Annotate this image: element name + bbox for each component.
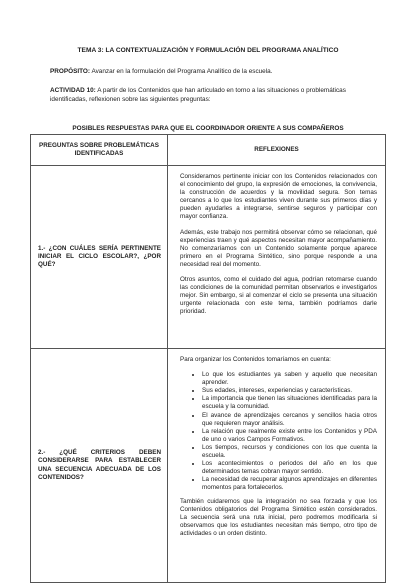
actividad-paragraph: [50, 87, 368, 104]
reflection-table: [30, 134, 386, 583]
reflection-2-intro: Para organizar los Contenidos tomaríamos en cuenta:: [180, 356, 331, 363]
question-2: 2.- ¿QUÉ CRITERIOS DEBEN CONSIDERARSE PARA ESTABLECER UNA SECUENCIA ADECUADA DE LOS CONTENIDOS?: [31, 349, 168, 583]
list-item: • La relación que realmente existe entre los Contenidos y PDA de uno o varios Campos Formativos.: [202, 428, 377, 444]
table-row: [31, 349, 386, 583]
list-item: • Los acontecimientos o periodos del año en los que determinados temas cobran mayor sentido.: [202, 460, 377, 476]
proposito-label: PROPÓSITO:: [50, 68, 91, 75]
list-item: • Lo que los estudiantes ya saben y aquello que necesitan aprender.: [202, 371, 377, 387]
question-1: 1.- ¿CON CUÁLES SERÍA PERTINENTE INICIAR EL CICLO ESCOLAR?, ¿POR QUÉ?: [31, 166, 168, 349]
list-item: • Los tiempos, recursos y condiciones con los que cuenta la escuela.: [202, 444, 377, 460]
proposito-text: Avanzar en la formulación del Programa Analítico de la escuela.: [90, 68, 273, 75]
reflection-2: [168, 349, 386, 583]
reflection-1: [168, 166, 386, 349]
header-preguntas: PREGUNTAS SOBRE PROBLEMÁTICAS IDENTIFICADAS: [31, 135, 168, 166]
header-reflexiones: REFLEXIONES: [168, 135, 386, 166]
reflection-1-paragraph-1: Consideramos pertinente iniciar con los Contenidos relacionados con el conocimiento del grupo, la expresión de emociones, la convivencia, la construcción de acuerdos y la movilidad segura. Son temas cercanos a lo que los estudiantes viven durante sus primeros días y pueden ayudarles a integrarse, sentirse seguros y participar con mayor confianza.: [180, 173, 377, 221]
criteria-list: [180, 371, 377, 492]
proposito-paragraph: [50, 68, 368, 77]
list-item: • La necesidad de recuperar algunos aprendizajes en diferentes momentos para fortalecerlos.: [202, 476, 377, 492]
list-item: • Sus edades, intereses, experiencias y características.: [202, 387, 377, 395]
reflection-1-paragraph-3: Otros asuntos, como el cuidado del agua, podrían retomarse cuando las condiciones de la comunidad permitan observarlos e investigarlos mejor. Sin embargo, si al comenzar el ciclo se presenta una situación urgente relacionada con este tema, también podríamos darle prioridad.: [180, 276, 377, 316]
table-row: [31, 166, 386, 349]
list-item: • El avance de aprendizajes cercanos y sencillos hacia otros que requieren mayor análisis.: [202, 412, 377, 428]
list-item: • La importancia que tienen las situaciones identificadas para la escuela y la comunidad.: [202, 395, 377, 411]
section-heading: POSIBLES RESPUESTAS PARA QUE EL COORDINADOR ORIENTE A SUS COMPAÑEROS: [72, 125, 344, 132]
document-title: TEMA 3: LA CONTEXTUALIZACIÓN Y FORMULACIÓN DEL PROGRAMA ANALÍTICO: [77, 47, 339, 54]
table-header-row: [31, 135, 386, 166]
actividad-text: A partir de los Contenidos que han articulado en torno a las situaciones o problemáticas identificadas, reflexionen sobre las siguientes preguntas:: [50, 87, 346, 103]
reflection-2-closing: También cuidaremos que la integración no sea forzada y que los Contenidos obligatorios del Programa Sintético estén considerados. La secuencia será una ruta inicial, pero podremos modificarla si observamos que los estudiantes necesitan más tiempo, otro tipo de actividades o un orden distinto.: [180, 497, 377, 537]
reflection-1-paragraph-2: Además, este trabajo nos permitirá observar cómo se relacionan, qué experiencias traen y qué aspectos necesitan mayor acompañamiento. No comenzaríamos con un Contenido solamente porque aparece primero en el Programa Sintético, sino porque responde a una necesidad real del momento.: [180, 228, 377, 268]
actividad-label: ACTIVIDAD 10:: [50, 87, 96, 94]
